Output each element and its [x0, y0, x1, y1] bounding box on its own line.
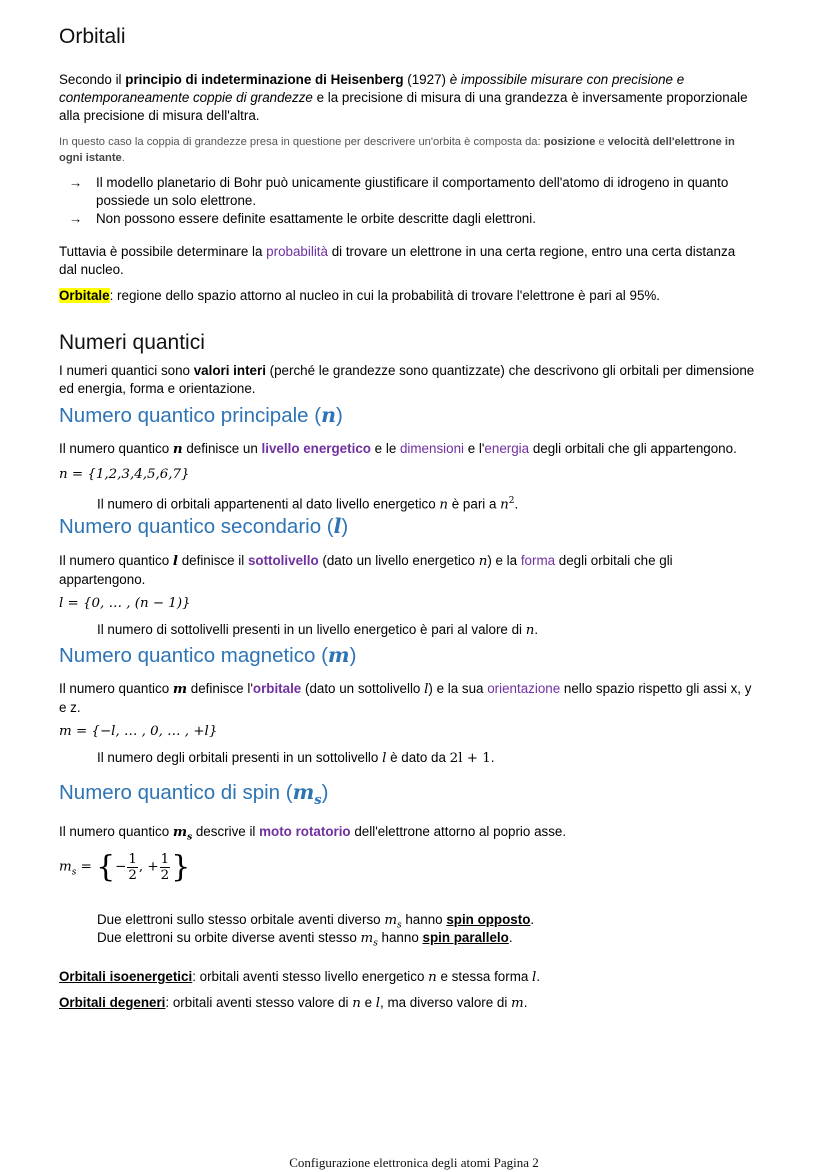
highlight-term: livello energetico [261, 441, 371, 456]
math-symbol: m [172, 824, 188, 840]
math-operator: , + [138, 859, 159, 875]
note-line-1 [59, 134, 789, 150]
formula-l: l = {0, … , (n − 1)} [59, 596, 191, 611]
paragraph-spin [59, 823, 789, 847]
text: . [514, 496, 519, 512]
note-coppia-grandezze [59, 134, 789, 166]
text: hanno [401, 912, 447, 927]
text: è pari a [448, 496, 501, 512]
heading-magnetico [59, 643, 789, 667]
heisenberg-line-3: alla precisione di misura dell'altra. [59, 108, 260, 123]
paragraph-magnetico [59, 680, 789, 717]
text: (dato un sottolivello [301, 681, 425, 696]
numeri-line-1 [59, 362, 789, 380]
heading-principale [59, 403, 789, 427]
brace-close: } [171, 849, 191, 885]
text: e [360, 995, 376, 1010]
text: e stessa forma [436, 969, 533, 984]
math-operator: = [76, 859, 97, 875]
text: nello spazio rispetto gli assi x, y [560, 681, 752, 696]
math-symbol: n [428, 970, 437, 985]
text: definisce l' [187, 681, 253, 696]
bullet-line: possiede un solo elettrone. [96, 193, 257, 208]
underlined-term: spin parallelo [422, 930, 509, 945]
subscript: s [314, 793, 322, 809]
text: . [536, 969, 541, 984]
formula-n: n = {1,2,3,4,5,6,7} [59, 467, 190, 482]
math-symbol: n [172, 441, 183, 457]
math-symbol: m [384, 913, 398, 928]
heading-text: ) [321, 781, 329, 804]
bold-text: velocità dell'elettrone in [607, 136, 735, 148]
heading-secondario [59, 514, 789, 538]
text: Il numero quantico [59, 441, 173, 456]
highlighted-term: Orbitale [59, 288, 110, 303]
numerator: 1 [128, 852, 137, 867]
math-symbol: l [424, 682, 429, 697]
highlight-term: forma [520, 553, 556, 568]
highlight-term: probabilità [266, 244, 328, 259]
text: Il numero quantico [59, 824, 173, 839]
bullet-line: Il modello planetario di Bohr può unicamente giustificare il comportamento dell'atomo di idrogeno in quanto [96, 175, 729, 190]
math-symbol: m [172, 681, 188, 697]
text: e la precisione di misura di una grandezza è inversamente proporzionale [312, 90, 748, 105]
text: Due elettroni sullo stesso orbitale aventi diverso [97, 912, 385, 927]
math-symbol: m [511, 996, 524, 1011]
math-expression: 2l + 1 [449, 751, 491, 766]
italic-text: è impossibile misurare con precisione e [449, 72, 685, 87]
arrow-icon: → [69, 175, 83, 190]
paragraph-secondario [59, 552, 789, 589]
heading-numeri-quantici: Numeri quantici [59, 331, 205, 354]
math-symbol: n [352, 996, 361, 1011]
definition-degeneri [59, 994, 789, 1013]
text: Tuttavia è possibile determinare la [59, 244, 267, 259]
bullet-text: Non possono essere definite esattamente le orbite descritte dagli elettroni. [96, 211, 536, 226]
text: dell'elettrone attorno al poprio asse. [350, 824, 567, 839]
math-symbol: m [327, 643, 350, 667]
highlight-term: orientazione [487, 681, 561, 696]
math-symbol: l [333, 514, 342, 538]
note-secondario [59, 621, 789, 640]
prob-line-2: dal nucleo. [59, 262, 124, 277]
subscript: s [71, 867, 77, 878]
highlight-term: sottolivello [247, 553, 319, 568]
text: I numeri quantici sono [59, 363, 194, 378]
math-symbol: l [375, 996, 381, 1011]
text: Due elettroni su orbite diverse aventi stesso [97, 930, 361, 945]
text: hanno [377, 930, 423, 945]
text: , ma diverso valore di [380, 995, 512, 1010]
superscript: 2 [508, 496, 515, 506]
text: e l' [464, 441, 485, 456]
text: . [490, 750, 495, 765]
math-symbol: l [382, 751, 387, 766]
text: : orbitali aventi stesso livello energetico [192, 969, 429, 984]
denominator: 2 [160, 868, 170, 883]
heading-spin [59, 780, 789, 810]
numeri-line-2: ed energia, forma e orientazione. [59, 381, 256, 396]
fraction [127, 852, 138, 883]
secondario-line-2: appartengono. [59, 572, 146, 587]
highlight-term: orbitale [252, 681, 302, 696]
heading-orbitali: Orbitali [59, 25, 126, 48]
subscript: s [373, 938, 378, 949]
magnetico-line-2: e z. [59, 700, 81, 715]
bold-text: valori interi [193, 363, 266, 378]
math-symbol: n [525, 623, 535, 638]
math-symbol: l [532, 970, 537, 985]
heading-text: ) [335, 404, 343, 427]
brace-open: { [96, 849, 116, 885]
math-symbol: m [59, 859, 72, 875]
bold-text: posizione [543, 136, 596, 148]
note-spin-parallelo [59, 929, 789, 953]
text: . [121, 152, 125, 164]
paragraph-principale [59, 440, 789, 458]
text: . [534, 622, 539, 637]
heisenberg-line-1 [59, 71, 789, 89]
text: Il numero di sottolivelli presenti in un livello energetico è pari al valore di [97, 622, 526, 637]
heading-text: Numero quantico principale ( [59, 404, 322, 427]
text: (dato un livello energetico [318, 553, 479, 568]
note-line-2 [59, 150, 789, 166]
text: definisce un [182, 441, 262, 456]
bold-text: principio di indeterminazione di Heisenberg [125, 72, 404, 87]
bullet-text [96, 174, 789, 210]
italic-text: contemporaneamente coppie di grandezze [59, 90, 313, 105]
text: . [508, 930, 513, 945]
numerator: 1 [160, 852, 170, 867]
math-symbol: n [439, 497, 449, 513]
heading-text: ) [349, 644, 357, 667]
text: e le [370, 441, 400, 456]
note-principale [59, 492, 789, 514]
math-operator: − [115, 859, 127, 875]
definition-orbitale [59, 287, 789, 305]
text: (1927) [403, 72, 450, 87]
text: degli orbitali che gli [555, 553, 673, 568]
formula-m: m = {−l, … , 0, … , +l} [59, 724, 218, 739]
formula-ms [59, 849, 789, 896]
underlined-term: spin opposto [446, 912, 531, 927]
text: Il numero degli orbitali presenti in un sottolivello [97, 750, 383, 765]
text: Il numero di orbitali appartenenti al dato livello energetico [97, 496, 440, 512]
text: (perché le grandezze sono quantizzate) che descrivono gli orbitali per dimensione [265, 363, 755, 378]
bold-text: ogni istante [59, 152, 122, 164]
heading-text: Numero quantico di spin ( [59, 781, 293, 804]
arrow-icon: → [69, 211, 83, 226]
math-symbol: n [500, 497, 509, 513]
highlight-term: moto rotatorio [259, 824, 351, 839]
text: ) e la sua [428, 681, 488, 696]
fraction [160, 852, 171, 883]
math-symbol: n [321, 403, 336, 427]
text: descrive il [192, 824, 260, 839]
math-symbol: m [292, 780, 315, 804]
denominator: 2 [128, 868, 137, 883]
math-symbol: m [360, 931, 374, 946]
highlight-term: energia [484, 441, 530, 456]
definition-text: : regione dello spazio attorno al nucleo in cui la probabilità di trovare l'elettrone è pari al 95%. [109, 288, 661, 303]
text: ) e la [487, 553, 521, 568]
magnetico-line-1 [59, 680, 789, 699]
math-symbol: n [478, 554, 488, 569]
text: In questo caso la coppia di grandezze presa in questione per descrivere un'orbita è composta da: [59, 136, 544, 148]
subscript: s [397, 920, 402, 931]
paragraph-heisenberg [59, 71, 789, 125]
prob-line-1 [59, 243, 789, 261]
subscript: s [187, 832, 193, 843]
text: Il numero quantico [59, 553, 173, 568]
text: Secondo il [59, 72, 126, 87]
paragraph-probabilita [59, 243, 789, 279]
underlined-term: Orbitali degeneri [59, 995, 166, 1010]
text: di trovare un elettrone in una certa regione, entro una certa distanza [327, 244, 736, 259]
page-footer: Configurazione elettronica degli atomi Pagina 2 [289, 1155, 539, 1170]
text: . [523, 995, 528, 1010]
text: Il numero quantico [59, 681, 173, 696]
text: è dato da [386, 750, 450, 765]
text: definisce il [177, 553, 248, 568]
text: e [595, 136, 608, 148]
note-magnetico [59, 749, 789, 768]
text: . [530, 912, 535, 927]
bullet-bohr [69, 174, 789, 210]
bullet-orbite [69, 210, 789, 228]
definition-isoenergetici [59, 968, 789, 987]
secondario-line-1 [59, 552, 789, 571]
heading-text: Numero quantico magnetico ( [59, 644, 328, 667]
underlined-term: Orbitali isoenergetici [59, 969, 193, 984]
math-symbol: l [172, 553, 178, 569]
paragraph-numeri [59, 362, 789, 398]
text: degli orbitali che gli appartengono. [529, 441, 737, 456]
heisenberg-line-2 [59, 89, 789, 107]
heading-text: Numero quantico secondario ( [59, 515, 334, 538]
highlight-term: dimensioni [399, 441, 464, 456]
heading-text: ) [341, 515, 349, 538]
text: : orbitali aventi stesso valore di [165, 995, 353, 1010]
